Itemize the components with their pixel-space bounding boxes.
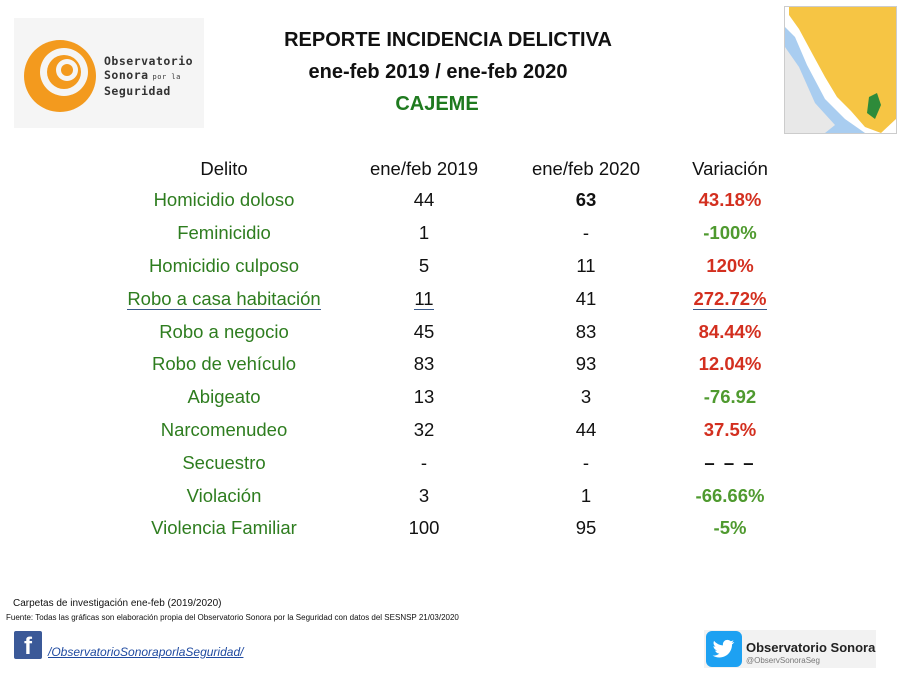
report-title: REPORTE INCIDENCIA DELICTIVA [284, 29, 612, 51]
footnote-period: Carpetas de investigación ene-feb (2019/2020) [13, 598, 222, 609]
value-2019: 13 [413, 386, 435, 408]
variation-value: -100% [703, 222, 757, 244]
crime-name: Secuestro [182, 451, 266, 473]
variation-value: 43.18% [698, 189, 762, 211]
value-2020: 93 [575, 353, 597, 375]
crime-name: Feminicidio [177, 222, 271, 244]
crime-name: Robo de vehículo [152, 353, 296, 375]
table-row [100, 250, 788, 283]
logo-line1: Observatorio [104, 54, 194, 68]
sonora-map [784, 6, 897, 134]
variation-value: 37.5% [703, 418, 757, 440]
table-row [100, 446, 788, 479]
table-row [100, 381, 788, 414]
value-2019: 44 [413, 189, 435, 211]
value-2019: 11 [414, 287, 434, 309]
variation-value: -5% [713, 517, 747, 539]
crime-table [100, 154, 788, 545]
logo-line2: Sonora [104, 68, 149, 82]
value-2019: - [420, 451, 428, 473]
twitter-handle: @ObservSonoraSeg [746, 656, 820, 665]
value-2020: 3 [580, 386, 592, 408]
table-row [100, 348, 788, 381]
table-row [100, 217, 788, 250]
variation-value: -76.92 [703, 386, 757, 408]
value-2019: 83 [413, 353, 435, 375]
header-variation: Variación [692, 158, 768, 179]
crime-name: Homicidio doloso [153, 189, 295, 211]
facebook-link[interactable]: /ObservatorioSonoraporlaSeguridad/ [48, 645, 244, 659]
crime-name: Violencia Familiar [151, 517, 297, 539]
table-row [100, 414, 788, 447]
value-2019: 3 [418, 484, 430, 506]
facebook-icon[interactable]: f [14, 631, 42, 659]
table-row [100, 479, 788, 512]
value-2020: 11 [576, 254, 596, 276]
municipality-name: CAJEME [395, 93, 479, 115]
variation-value: 120% [706, 254, 754, 276]
value-2020: 83 [575, 320, 597, 342]
table-row [100, 282, 788, 315]
twitter-icon[interactable] [706, 631, 742, 667]
crime-name: Homicidio culposo [148, 254, 300, 276]
value-2020: 41 [575, 287, 597, 309]
table-row [100, 184, 788, 217]
crime-name: Narcomenudeo [160, 418, 288, 440]
value-2020: 44 [575, 418, 597, 440]
table-row [100, 315, 788, 348]
footnote-source: Fuente: Todas las gráficas son elaboración propia del Observatorio Sonora por la Seguridad con datos del SESNSP 21/03/2020 [6, 613, 459, 622]
variation-value: – – – [704, 451, 756, 473]
value-2019: 45 [413, 320, 435, 342]
table-header-row [100, 154, 788, 184]
logo-por: por la [152, 73, 181, 81]
crime-name: Robo a negocio [159, 320, 289, 342]
table-row [100, 512, 788, 545]
value-2020: 95 [575, 517, 597, 539]
crime-name: Robo a casa habitación [127, 287, 321, 309]
variation-value: 12.04% [698, 353, 762, 375]
header-2019: ene/feb 2019 [369, 158, 479, 179]
header-crime: Delito [200, 158, 248, 179]
value-2019: 5 [418, 254, 430, 276]
value-2020: - [582, 222, 590, 244]
value-2020: 63 [575, 189, 597, 211]
report-period: ene-feb 2019 / ene-feb 2020 [308, 61, 568, 83]
value-2019: 1 [418, 222, 430, 244]
variation-value: 84.44% [698, 320, 762, 342]
logo-line3: Seguridad [104, 84, 171, 98]
value-2019: 100 [408, 517, 440, 539]
crime-name: Abigeato [187, 386, 261, 408]
value-2020: - [582, 451, 590, 473]
variation-value: -66.66% [695, 484, 765, 506]
variation-value: 272.72% [693, 287, 767, 309]
twitter-name: Observatorio Sonora [746, 640, 876, 655]
crime-name: Violación [186, 484, 262, 506]
value-2019: 32 [413, 418, 435, 440]
header-2020: ene/feb 2020 [531, 158, 641, 179]
value-2020: 1 [580, 484, 592, 506]
